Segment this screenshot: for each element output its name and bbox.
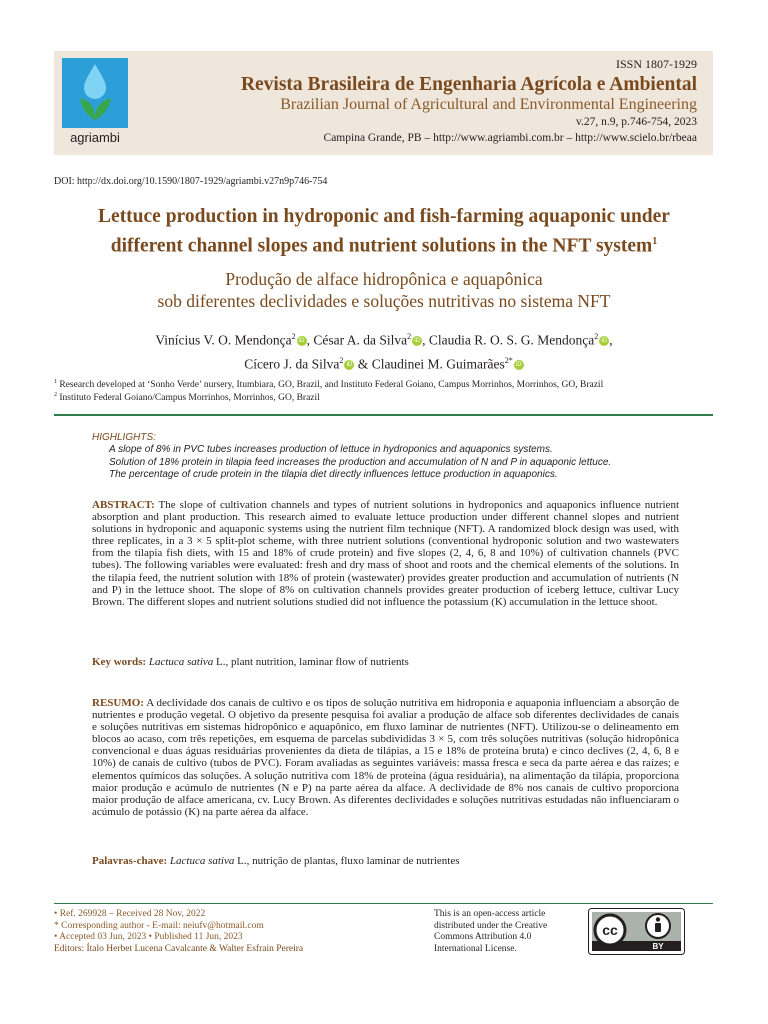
article-title-en [40,204,728,259]
affiliation-text: Instituto Federal Goiano/Campus Morrinhos, Morrinhos, GO, Brazil [57,393,320,404]
issn: ISSN 1807-1929 [615,57,697,71]
section-divider [54,414,713,416]
author-name[interactable]: César A. da Silva [313,332,408,348]
accepted-published: • Accepted 03 Jun, 2023 • Published 11 Jun, 2023 [54,932,243,943]
highlights-label: HIGHLIGHTS: [92,432,156,443]
author-name[interactable]: Vinícius V. O. Mendonça [155,332,292,348]
agriambi-logo [62,58,128,148]
affiliation-text: Research developed at ‘Sonho Verde’ nursery, Itumbiara, GO, Brazil, and Instituto Federal Goiano, Campus Morrinhos, Morrinhos, GO, Brazil [57,380,604,391]
palavras-chave-species: Lactuca sativa [167,855,235,867]
journal-subtitle: Brazilian Journal of Agricultural and Environmental Engineering [280,96,697,113]
affiliation-marker: 2 [54,392,57,398]
title-en-line-2 [40,229,728,259]
keywords-species: Lactuca sativa [146,656,214,668]
orcid-icon[interactable]: iD [297,336,307,346]
title-footnote-marker: 1 [652,236,658,247]
author-line-1 [40,327,728,351]
palavras-chave-line [92,855,679,867]
reference-line: • Ref. 269928 – Received 28 Nov, 2022 [54,909,206,919]
volume-info: v.27, n.9, p.746-754, 2023 [576,116,697,128]
title-en-line-2-text: different channel slopes and nutrient solutions in the NFT system [110,235,653,257]
abstract-paragraph [92,499,679,608]
affiliation-marker: 1 [54,379,57,385]
location-urls[interactable]: Campina Grande, PB – http://www.agriambi.com.br – http://www.scielo.br/rbeaa [323,132,697,144]
author-list [40,327,728,374]
author-separator: , [609,332,613,348]
author-name[interactable]: Claudia R. O. S. G. Mendonça [428,332,595,348]
svg-text:agriambi: agriambi [70,130,120,145]
author-affiliation-marker: 2* [504,355,513,365]
license-notice [434,909,574,955]
title-en-line-1: Lettuce production in hydroponic and fish-farming aquaponic under [98,206,670,227]
svg-text:BY: BY [652,942,664,951]
orcid-icon[interactable]: iD [514,360,524,370]
footer-divider [54,903,713,904]
author-line-2 [40,351,728,375]
author-separator: , [422,332,429,348]
highlight-item: Solution of 18% protein in tilapia feed increases the production and accumulation of N and P in aquaponic lettuce. [109,456,612,468]
highlights-box [92,432,692,481]
author-name[interactable]: Cícero J. da Silva [244,356,340,371]
highlight-item: The percentage of crude protein in the tilapia diet directly influences lettuce production in aquaponics. [109,468,558,480]
license-line: distributed under the Creative [434,920,548,931]
article-title-pt [40,268,728,312]
affiliation-2 [54,389,724,404]
license-line: International License. [434,943,517,954]
author-affiliation-marker: 2 [407,332,412,341]
doi-link[interactable]: DOI: http://dx.doi.org/10.1590/1807-1929/agriambi.v27n9p746-754 [54,176,328,187]
license-line: This is an open-access article [434,909,546,919]
journal-title: Revista Brasileira de Engenharia Agrícola e Ambiental [240,74,697,95]
resumo-paragraph [92,697,679,818]
svg-text:cc: cc [602,922,618,938]
author-separator: , [306,332,314,348]
orcid-icon[interactable]: iD [412,336,422,346]
keywords-rest: L., plant nutrition, laminar flow of nutrients [213,656,409,668]
editors-line: Editors: Ítalo Herbet Lucena Cavalcante & Walter Esfrain Pereira [54,943,304,954]
cc-by-license-icon[interactable] [588,908,685,955]
author-affiliation-marker: 2 [291,332,296,341]
highlight-item: A slope of 8% in PVC tubes increases production of lettuce in hydroponics and aquaponics systems. [109,444,553,456]
author-affiliation-marker: 2 [594,332,599,341]
abstract-label: ABSTRACT: [92,499,155,511]
author-separator: & [354,356,372,371]
article-history [54,909,303,955]
palavras-chave-rest: L., nutrição de plantas, fluxo laminar de nutrientes [234,855,460,867]
keywords-label: Key words: [92,656,147,668]
title-pt-line-2: sob diferentes declividades e soluções nutritivas no sistema NFT [157,291,611,311]
license-line: Commons Attribution 4.0 [434,932,532,943]
resumo-label: RESUMO: [92,697,144,709]
orcid-icon[interactable]: iD [599,336,609,346]
palavras-chave-label: Palavras-chave: [92,855,168,867]
corresponding-author[interactable]: * Corresponding author - E-mail: neiufv@hotmail.com [54,920,264,931]
resumo-text: A declividade dos canais de cultivo e os tipos de solução nutritiva em hidroponia e aquaponia influenciam a absorção de nutrientes e produção vegetal. O objetivo da presente pesquisa foi avaliar a produção de alface sob diferentes declividades de canais e soluções nutritivas em sistemas hidropônico e aquapônico, em fluxo laminar de nutrientes (NFT). Utilizou-se o delineamento em blocos ao acaso, com três repetições, em esquema de parcelas subdivididas 3 × 5, com três soluções nutritivas (solução hidropônica convencional e duas águas residuárias provenientes da dieta de tilápias, a 15 e 18% de proteína bruta) e cinco declives (2, 4, 6, 8 e 10%) de canais de cultivo (tubos de PVC). Foram avaliadas as seguintes variáveis: massa fresca e seca da parte aérea e das raízes; e elementos químicos das soluções. A solução nutritiva com 18% de proteína (água residuária), na alimentação da tilápia, proporciona maior produção e acúmulo de nutrientes (N e P) na parte aérea da alface. A declividade de 8% nos canais de cultivo proporciona maior produção de alface americana, cv. Lucy Brown. As diferentes declividades e soluções nutritivas estudadas não influenciaram o acúmulo de potássio (K) na parte aérea da alface. [92,697,679,818]
author-affiliation-marker: 2 [339,355,344,365]
orcid-icon[interactable]: iD [344,360,354,370]
title-pt-line-1: Produção de alface hidropônica e aquapônica [225,269,543,289]
abstract-text: The slope of cultivation channels and types of nutrient solutions in hydroponics and aquaponics influence nutrient absorption and plant production. This research aimed to evaluate lettuce production under different channel slopes and nutrient solutions in hydroponic and aquaponic systems using the nutrient film technique (NFT). A randomized block design was used, with three replicates, in a 3 × 5 split-plot scheme, with three nutrient solutions (conventional hydroponic solution and two wastewaters from the tilapia fish diets, with 15 and 18% of crude protein) and five slopes (2, 4, 6, 8 and 10%) of cultivation channels (PVC tubes). The following variables were evaluated: fresh and dry mass of shoot and roots and the chemical elements of the solutions. In the tilapia feed, the nutrient solution with 18% of protein (wastewater) provides greater production and accumulation of nutrients (N and P) in the lettuce shoot. The slope of 8% on cultivation channels provides greater production of iceberg lettuce, cultivar Lucy Brown. The different slopes and nutrient solutions studied did not influence the potassium (K) accumulation in the lettuce shoot. [92,499,679,608]
keywords-line [92,656,679,668]
author-name[interactable]: Claudinei M. Guimarães [371,356,505,371]
